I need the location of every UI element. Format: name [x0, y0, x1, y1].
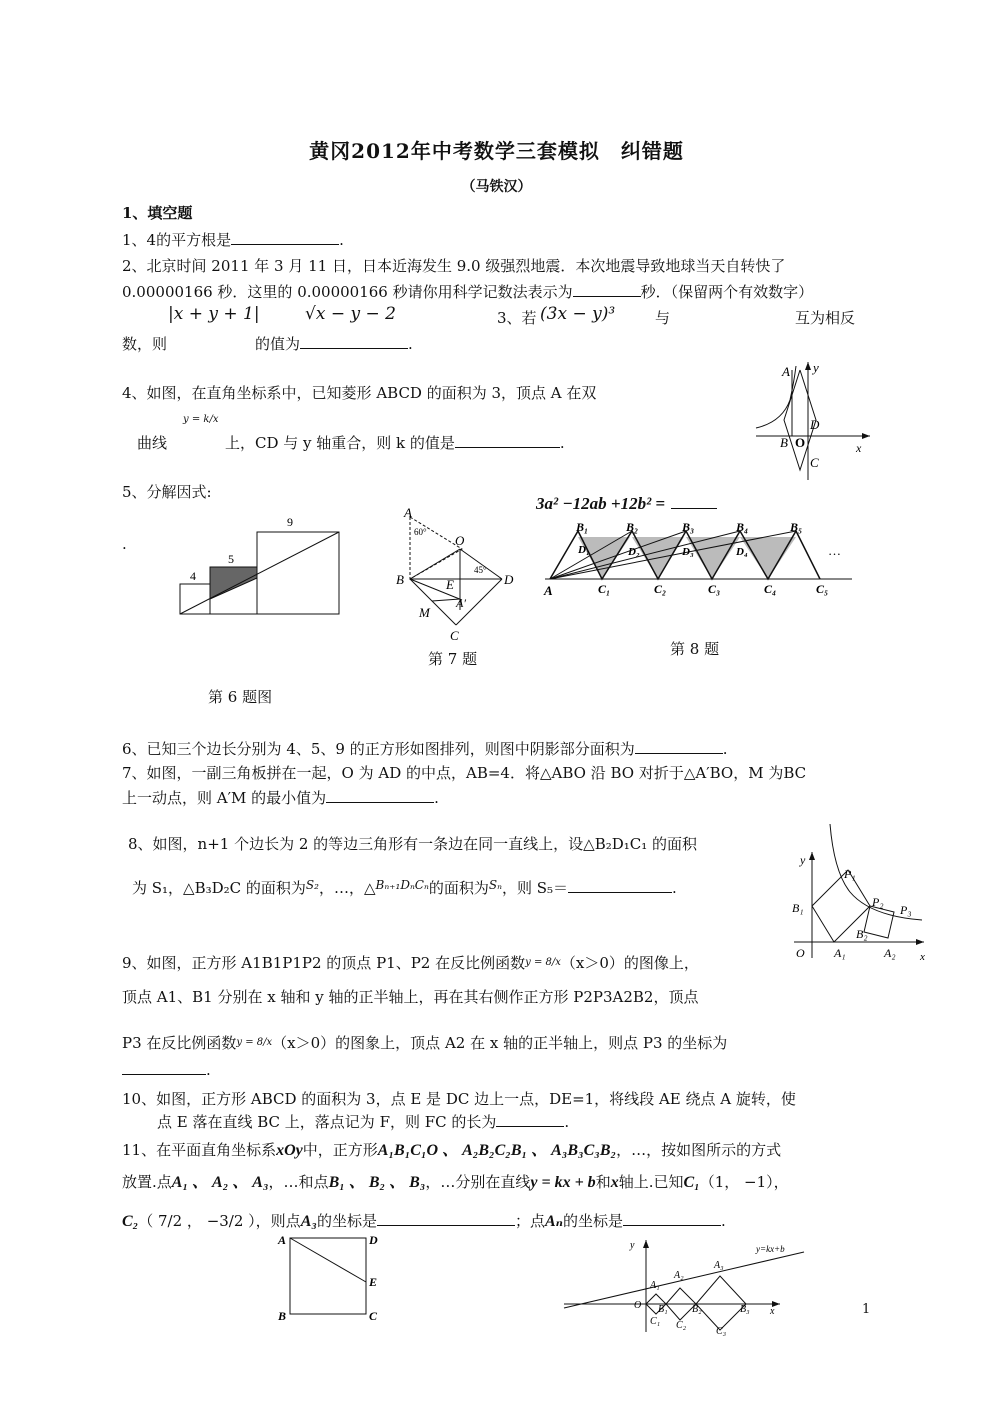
- answer-blank: [496, 1112, 564, 1127]
- xoy-symbol: xOy: [276, 1142, 303, 1159]
- question-11-text-f: ，…分别在直线: [425, 1173, 531, 1191]
- period: .: [206, 1061, 211, 1079]
- fig11-label-c1: C₁: [650, 1316, 661, 1327]
- question-11-text-d: 放置.点: [122, 1173, 172, 1191]
- fig11-label-x: x: [770, 1306, 775, 1317]
- fig7-label-a-prime: A′: [456, 596, 466, 610]
- fig10-label-a: A: [278, 1233, 287, 1247]
- figure-4: [752, 360, 877, 485]
- fig7-label-b: B: [396, 572, 404, 587]
- question-3-tail: 互为相反: [795, 309, 856, 327]
- fig10-label-b: B: [278, 1309, 287, 1323]
- fig4-label-a: A: [782, 364, 790, 379]
- fig9-label-b1: B₁: [792, 901, 804, 915]
- question-2-line-2: [122, 281, 813, 302]
- question-9-answer: [122, 1060, 211, 1079]
- period: .: [559, 434, 565, 452]
- section-heading: 1、填空题: [122, 204, 193, 222]
- figure-8-caption: 第 8 题: [670, 640, 720, 658]
- fig7-label-a: A: [404, 505, 412, 520]
- separator: ；点: [514, 1212, 545, 1230]
- author: （马铁汉）: [461, 179, 532, 195]
- question-6: [122, 738, 728, 759]
- fig8-label-c3: C₃: [708, 582, 721, 596]
- reciprocal-formula-2: y = 8/x: [236, 1037, 273, 1048]
- power-expression: (3x − y)³: [540, 304, 616, 324]
- period: .: [564, 1113, 570, 1131]
- period: .: [722, 740, 728, 758]
- fig7-angle-60: 60°: [414, 527, 427, 537]
- page-number: 1: [862, 1302, 871, 1317]
- fig8-label-c5: C₅: [816, 582, 829, 596]
- sqrt-expression: √x − y − 2: [305, 304, 396, 324]
- fig11-label-b2: B₂: [692, 1304, 702, 1315]
- question-11-text-b: 中，正方形: [302, 1141, 378, 1159]
- answer-blank: [122, 1060, 206, 1075]
- c1-symbol: C₁: [683, 1174, 700, 1191]
- period: .: [672, 879, 677, 897]
- question-7-line-1: 7、如图，一副三角板拼在一起，O 为 AD 的中点，AB=4．将△ABO 沿 BO 对折于△A′BO，M 为BC: [122, 764, 807, 782]
- period: .: [720, 1212, 726, 1230]
- fig11-line-label: y=kx+b: [756, 1244, 785, 1254]
- triangle-symbol: Bₙ₊₁DₙCₙ: [375, 878, 429, 892]
- period: .: [408, 335, 413, 353]
- answer-blank: [635, 739, 723, 754]
- c2-symbol: C₂: [122, 1213, 139, 1230]
- reciprocal-formula: y = 8/x: [525, 957, 561, 968]
- fig8-label-c2: C₂: [654, 582, 667, 596]
- fig8-label-d4: D₄: [736, 546, 748, 558]
- question-3-with: 与: [655, 309, 671, 327]
- fig8-label-c4: C₄: [764, 582, 777, 596]
- question-8-text: 为 S₁，△B₃D₂C 的面积为: [132, 879, 306, 897]
- figure-11: [560, 1236, 810, 1336]
- fig8-label-b3: B₃: [682, 520, 695, 534]
- question-11-text-g: 和: [595, 1173, 611, 1191]
- figure-6-caption: 第 6 题图: [208, 688, 273, 706]
- fig4-label-c: C: [810, 455, 819, 470]
- question-9-text: 9、如图，正方形 A1B1P1P2 的顶点 P1、P2 在反比例函数: [122, 954, 526, 972]
- question-1-text: 1、4的平方根是: [122, 231, 232, 249]
- fig9-label-y: y: [800, 853, 806, 867]
- fig4-label-y: y: [813, 360, 819, 375]
- fig4-label-b: B: [780, 435, 788, 450]
- abs-expression: |x + y + 1|: [168, 304, 260, 324]
- question-11-text-c: ，…，按如图所示的方式: [616, 1141, 782, 1159]
- question-1: [122, 229, 344, 250]
- figure-8: [540, 515, 855, 600]
- c2-value: （ 7/2 ， −3/2 ），则点: [138, 1212, 301, 1230]
- question-9-line-3: [122, 1032, 727, 1053]
- fig11-label-c3: C₃: [716, 1326, 727, 1336]
- question-9-text-c: P3 在反比例函数: [122, 1034, 237, 1052]
- figure-9: [790, 822, 930, 964]
- fig6-label-5: 5: [228, 552, 234, 566]
- question-8-line-1: 8、如图，n+1 个边长为 2 的等边三角形有一条边在同一直线上，设△B₂D₁C₁ 的面积: [128, 835, 698, 853]
- line-equation: y = kx + b: [530, 1174, 596, 1191]
- answer-blank: [568, 878, 672, 893]
- c1-value: （1， −1），: [699, 1173, 789, 1191]
- fig7-label-m: M: [419, 605, 430, 620]
- fig8-label-b5: B₅: [790, 520, 803, 534]
- fig10-label-c: C: [369, 1309, 378, 1323]
- fig7-label-c: C: [450, 628, 459, 643]
- question-8-line-2: [132, 877, 677, 898]
- question-2-text: 0.00000166 秒．这里的 0.00000166 秒请你用科学记数法表示为: [122, 283, 573, 301]
- question-11-text-j: 的坐标是: [562, 1212, 623, 1230]
- fig10-label-d: D: [369, 1233, 378, 1247]
- fig4-label-o: O: [795, 435, 806, 450]
- question-3-prefix: 3、若: [497, 309, 537, 327]
- question-9-line-2: 顶点 A1、B1 分别在 x 轴和 y 轴的正半轴上，再在其右侧作正方形 P2P3A2B2，顶点: [122, 988, 699, 1006]
- answer-blank: [623, 1211, 721, 1226]
- a-points: A₁ 、 A₂ 、 A₃: [171, 1174, 269, 1191]
- question-9-line-1: [122, 952, 699, 973]
- fig11-label-a2: A₂: [674, 1270, 684, 1281]
- stray-dot: .: [122, 535, 127, 553]
- fig11-label-a1: A₁: [650, 1280, 660, 1291]
- figure-7-caption: 第 7 题: [428, 650, 478, 668]
- fig8-label-b1: B₁: [576, 520, 589, 534]
- fig10-label-e: E: [369, 1275, 378, 1289]
- question-3-text: 数，则: [122, 335, 168, 353]
- fig11-label-b3: B₃: [740, 1304, 750, 1315]
- fig9-label-p1: P₁: [844, 867, 856, 881]
- question-11-text-e: ，…和点: [268, 1173, 329, 1191]
- fig9-label-a1: A₁: [834, 946, 846, 960]
- fig9-label-p3: P₃: [900, 903, 912, 917]
- fig6-label-4: 4: [190, 569, 196, 583]
- fig8-label-b4: B₄: [736, 520, 749, 534]
- answer-blank: [300, 334, 408, 349]
- figure-7: [392, 505, 527, 645]
- fig11-label-a3: A₃: [714, 1260, 724, 1271]
- question-11-text-i: 的坐标是: [316, 1212, 377, 1230]
- fig8-ellipsis: …: [828, 543, 841, 558]
- fig7-label-d: D: [504, 572, 514, 587]
- answer-blank: [455, 433, 560, 448]
- hyperbola-formula: y = k/x: [183, 414, 219, 425]
- an-symbol: Aₙ: [544, 1213, 563, 1230]
- fig9-label-o: O: [796, 946, 805, 960]
- fig8-label-d2: D₂: [628, 546, 640, 558]
- squares-symbols: A₁B₁C₁O 、 A₂B₂C₂B₁ 、 A₃B₃C₃B₂: [377, 1142, 617, 1159]
- fig9-label-b2: B₂: [856, 927, 868, 941]
- fig7-label-e: E: [446, 577, 454, 592]
- fig9-label-x: x: [920, 951, 925, 963]
- figure-10: [276, 1232, 386, 1324]
- question-11-line-2: [122, 1169, 789, 1192]
- question-3-text-b: 的值为: [255, 335, 301, 353]
- answer-blank: [377, 1211, 515, 1226]
- period: .: [434, 789, 439, 807]
- question-4-line-2b: [225, 432, 565, 453]
- question-2-tail: 秒．（保留两个有效数字）: [640, 283, 814, 301]
- a3-symbol: A₃: [300, 1213, 317, 1230]
- factor-formula: 3a² −12ab +12b² =: [536, 494, 666, 513]
- question-5: 5、分解因式:: [122, 483, 212, 501]
- fig7-label-o: O: [455, 533, 465, 548]
- fig8-label-c1: C₁: [598, 582, 611, 596]
- x-symbol: x: [610, 1174, 619, 1191]
- question-9-text-d: （x＞0）的图象上，顶点 A2 在 x 轴的正半轴上，则点 P3 的坐标为: [272, 1034, 728, 1052]
- question-8-text-c: 的面积为: [428, 879, 489, 897]
- question-3-line-2: [122, 333, 413, 354]
- question-10-line-1: 10、如图，正方形 ABCD 的面积为 3，点 E 是 DC 边上一点，DE=1，将线段 AE 绕点 A 旋转，使: [122, 1090, 796, 1108]
- question-7-text: 上一动点，则 A′M 的最小值为: [122, 789, 327, 807]
- question-4-line-1: 4、如图，在直角坐标系中，已知菱形 ABCD 的面积为 3，顶点 A 在双: [122, 384, 597, 402]
- fig8-label-b2: B₂: [626, 520, 639, 534]
- s2-symbol: S₂: [305, 878, 319, 892]
- factor-expression: [536, 494, 717, 514]
- sn-symbol: Sₙ: [488, 878, 502, 892]
- question-11-text-h: 轴上.已知: [618, 1173, 684, 1191]
- fig4-label-x: x: [856, 441, 862, 455]
- fig11-label-y: y: [630, 1240, 635, 1251]
- answer-blank: [573, 282, 641, 297]
- question-11-line-1: [122, 1137, 781, 1160]
- fig8-label-a: A: [544, 583, 553, 598]
- fig7-angle-45: 45°: [474, 565, 487, 575]
- question-10-text: 点 E 落在直线 BC 上，落点记为 F，则 FC 的长为: [157, 1113, 497, 1131]
- question-4-line-2a: 曲线: [137, 434, 168, 452]
- question-4-text: 上，CD 与 y 轴重合，则 k 的值是: [225, 434, 455, 452]
- question-6-text: 6、已知三个边长分别为 4、5、9 的正方形如图排列，则图中阴影部分面积为: [122, 740, 635, 758]
- page-title: 黄冈2012年中考数学三套模拟 纠错题: [309, 139, 684, 163]
- question-10-line-2: [157, 1111, 569, 1132]
- fig6-label-9: 9: [287, 515, 293, 529]
- answer-blank: [671, 494, 717, 509]
- fig11-label-o: O: [634, 1300, 642, 1311]
- question-8-text-d: ，则 S₅＝: [501, 879, 569, 897]
- period: .: [339, 231, 344, 249]
- question-11-line-3: [122, 1210, 726, 1231]
- answer-blank: [231, 230, 339, 245]
- question-7-line-2: [122, 787, 439, 808]
- question-11-text: 11、在平面直角坐标系: [122, 1141, 277, 1159]
- fig11-label-b1: B₁: [658, 1304, 668, 1315]
- fig4-label-d: D: [810, 417, 820, 432]
- fig11-label-c2: C₂: [676, 1320, 687, 1331]
- fig9-label-p2: P₂: [872, 895, 884, 909]
- fig8-label-d3: D₃: [682, 546, 694, 558]
- figure-6: [175, 512, 360, 617]
- answer-blank: [326, 788, 434, 803]
- fig9-label-a2: A₂: [884, 946, 896, 960]
- question-8-text-b: ，…，△: [318, 879, 376, 897]
- fig8-label-d1: D₁: [578, 544, 590, 556]
- question-2-line-1: 2、北京时间 2011 年 3 月 11 日，日本近海发生 9.0 级强烈地震．本次地震导致地球当天自转快了: [122, 257, 786, 275]
- question-9-text-b: （x＞0）的图像上，: [560, 954, 699, 972]
- b-points: B₁ 、 B₂ 、 B₃: [328, 1174, 426, 1191]
